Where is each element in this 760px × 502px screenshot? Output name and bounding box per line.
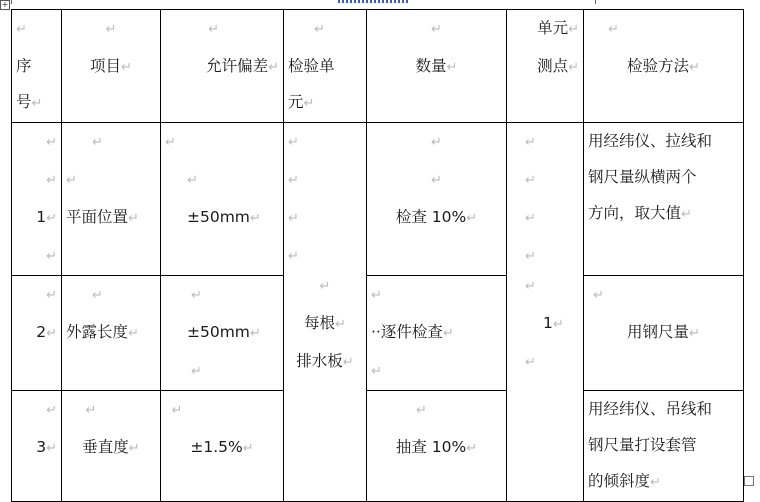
row3-item-cell[interactable]: ↵ 垂直度↵: [62, 391, 161, 502]
header-tolerance-cell[interactable]: ↵ 允许偏差↵: [161, 10, 284, 123]
header-item: 项目: [90, 57, 122, 75]
row2-item-cell[interactable]: ↵ 外露长度↵: [62, 276, 161, 391]
header-quantity: 数量: [415, 57, 447, 75]
table-row: [12, 391, 744, 502]
row3-quantity: 抽查 10%: [395, 438, 467, 456]
header-method: 检验方法: [627, 57, 690, 75]
row3-quantity-cell[interactable]: ↵ 抽查 10%↵: [367, 391, 507, 502]
row1-item: 平面位置: [66, 208, 129, 226]
merged-points-cell[interactable]: ↵ ↵ ↵ ↵ ↵ 1↵ ↵: [507, 123, 584, 502]
row1-item-cell[interactable]: ↵ ↵ 平面位置↵: [62, 123, 161, 276]
row1-quantity: 检查 10%: [395, 208, 467, 226]
row1-tolerance: ±50mm: [187, 208, 250, 226]
row1-method-line2: 钢尺量纵横两个: [588, 168, 697, 186]
row2-method-line1: 用钢尺量: [627, 323, 690, 341]
ruler-tick: [595, 0, 596, 4]
row3-index: 3: [36, 438, 47, 456]
ruler-tick: [11, 0, 12, 4]
header-index-text: 序: [16, 57, 32, 75]
header-quantity-cell[interactable]: ↵ 数量↵: [367, 10, 507, 123]
spellcheck-squiggle: [338, 0, 410, 3]
row1-index: 1: [36, 208, 47, 226]
row2-item: 外露长度: [66, 323, 129, 341]
row3-method-line3: 的倾斜度: [588, 472, 651, 490]
row1-method-line1: 用经纬仪、拉线和: [588, 132, 713, 150]
row2-tolerance-cell[interactable]: ↵ ±50mm↵ ↵: [161, 276, 284, 391]
header-row: [12, 10, 744, 123]
row2-quantity-cell[interactable]: ↵ ··逐件检查↵ ↵: [367, 276, 507, 391]
table-resize-handle[interactable]: [744, 476, 754, 486]
unit-line-2: 排水板: [296, 352, 343, 370]
header-item-cell[interactable]: ↵ 项目↵: [62, 10, 161, 123]
merged-unit-cell[interactable]: ↵ ↵ ↵ ↵ ↵ 每根↵ 排水板↵: [284, 123, 367, 502]
row3-tolerance-cell[interactable]: ↵ ±1.5%↵: [161, 391, 284, 502]
row2-index-cell[interactable]: ↵ 2↵: [12, 276, 62, 391]
table-move-handle[interactable]: +: [1, 0, 9, 9]
table-row: [12, 276, 744, 391]
row3-method-cell[interactable]: 用经纬仪、吊线和 钢尺量打设套管 的倾斜度↵: [584, 391, 744, 502]
row2-index: 2: [36, 323, 47, 341]
unit-line-1: 每根: [304, 314, 336, 332]
row1-quantity-cell[interactable]: ↵ ↵ 检查 10%↵: [367, 123, 507, 276]
points-value: 1: [543, 314, 553, 332]
header-tolerance: 允许偏差: [206, 57, 269, 75]
row3-item: 垂直度: [82, 438, 129, 456]
header-points-cell[interactable]: 单元↵ 测点↵: [507, 10, 584, 123]
header-method-cell[interactable]: ↵ 检验方法↵: [584, 10, 744, 123]
row1-method-line3: 方向，取大值: [588, 204, 682, 222]
table-row: [12, 123, 744, 276]
row2-tolerance: ±50mm: [187, 323, 250, 341]
row3-tolerance: ±1.5%: [190, 438, 243, 456]
row3-index-cell[interactable]: ↵ 3↵: [12, 391, 62, 502]
row1-tolerance-cell[interactable]: ↵ ↵ ±50mm↵: [161, 123, 284, 276]
row3-method-line2: 钢尺量打设套管: [588, 436, 697, 454]
row3-method-line1: 用经纬仪、吊线和: [588, 400, 713, 418]
row1-method-cell[interactable]: 用经纬仪、拉线和 钢尺量纵横两个 方向，取大值↵: [584, 123, 744, 276]
row2-method-cell[interactable]: ↵ 用钢尺量↵: [584, 276, 744, 391]
header-index-cell[interactable]: ↵ 序 号↵: [12, 10, 62, 123]
row2-quantity: ··逐件检查: [371, 323, 443, 341]
header-unit-cell[interactable]: ↵ 检验单 元↵: [284, 10, 367, 123]
row1-index-cell[interactable]: ↵ ↵ 1↵ ↵: [12, 123, 62, 276]
inspection-table: [11, 9, 744, 502]
